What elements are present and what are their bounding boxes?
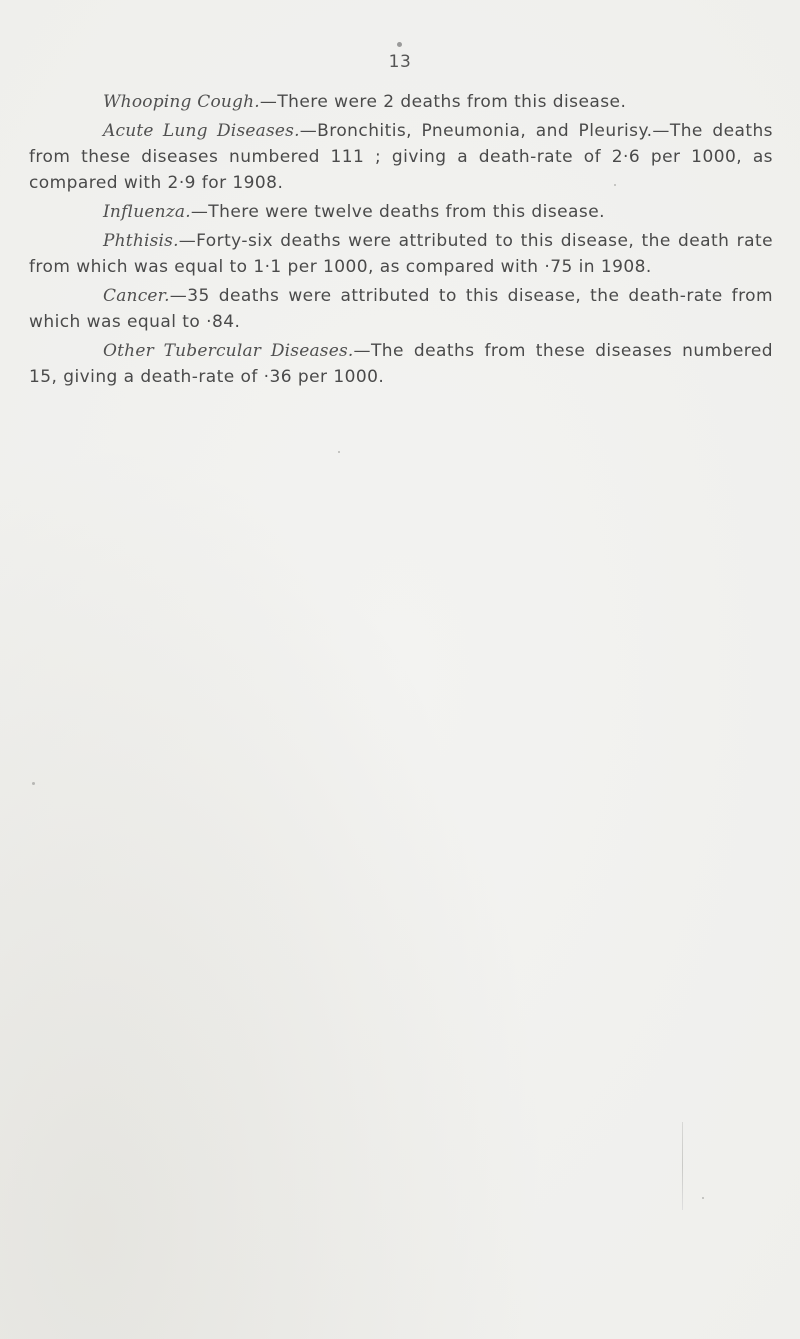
heading-cancer: Cancer. [103, 286, 170, 306]
text-cancer: —35 deaths were attributed to this disease, the death-rate from which was equal to ·84. [29, 286, 773, 332]
heading-influenza: Influenza. [103, 202, 191, 222]
heading-whooping-cough: Whooping Cough. [103, 92, 260, 112]
paper-scratch [682, 1122, 683, 1210]
paper-speck [32, 782, 35, 785]
paragraph-whooping-cough [29, 89, 773, 115]
paper-speck [338, 451, 340, 453]
paragraph-other-tubercular-diseases [29, 338, 773, 390]
text-other-tubercular-diseases: —The deaths from these diseases numbered 15, giving a death-rate of ·36 per 1000. [29, 341, 773, 387]
page-number: 13 [388, 52, 412, 72]
text-whooping-cough: —There were 2 deaths from this disease. [259, 92, 627, 112]
paper-speck [702, 1197, 704, 1199]
paragraph-cancer [29, 283, 773, 335]
text-influenza: —There were twelve deaths from this disease. [190, 202, 605, 222]
heading-other-tubercular-diseases: Other Tubercular Diseases. [103, 341, 354, 361]
text-phthisis: —Forty-six deaths were attributed to this disease, the death rate from which was equal to 1·1 per 1000, as compared with ·75 in 1908. [29, 231, 773, 277]
paragraph-phthisis [29, 228, 773, 280]
report-body [29, 89, 773, 390]
print-mark [397, 42, 402, 47]
paragraph-influenza [29, 199, 773, 225]
text-acute-lung-diseases: —Bronchitis, Pneumonia, and Pleurisy.—The deaths from these diseases numbered 111 ; giving a death-rate of 2·6 per 1000, as compared with 2·9 for 1908. [29, 121, 773, 193]
heading-acute-lung-diseases: Acute Lung Diseases. [103, 121, 300, 141]
paragraph-acute-lung-diseases [29, 118, 773, 196]
paper-speck [614, 184, 616, 186]
heading-phthisis: Phthisis. [103, 231, 179, 251]
